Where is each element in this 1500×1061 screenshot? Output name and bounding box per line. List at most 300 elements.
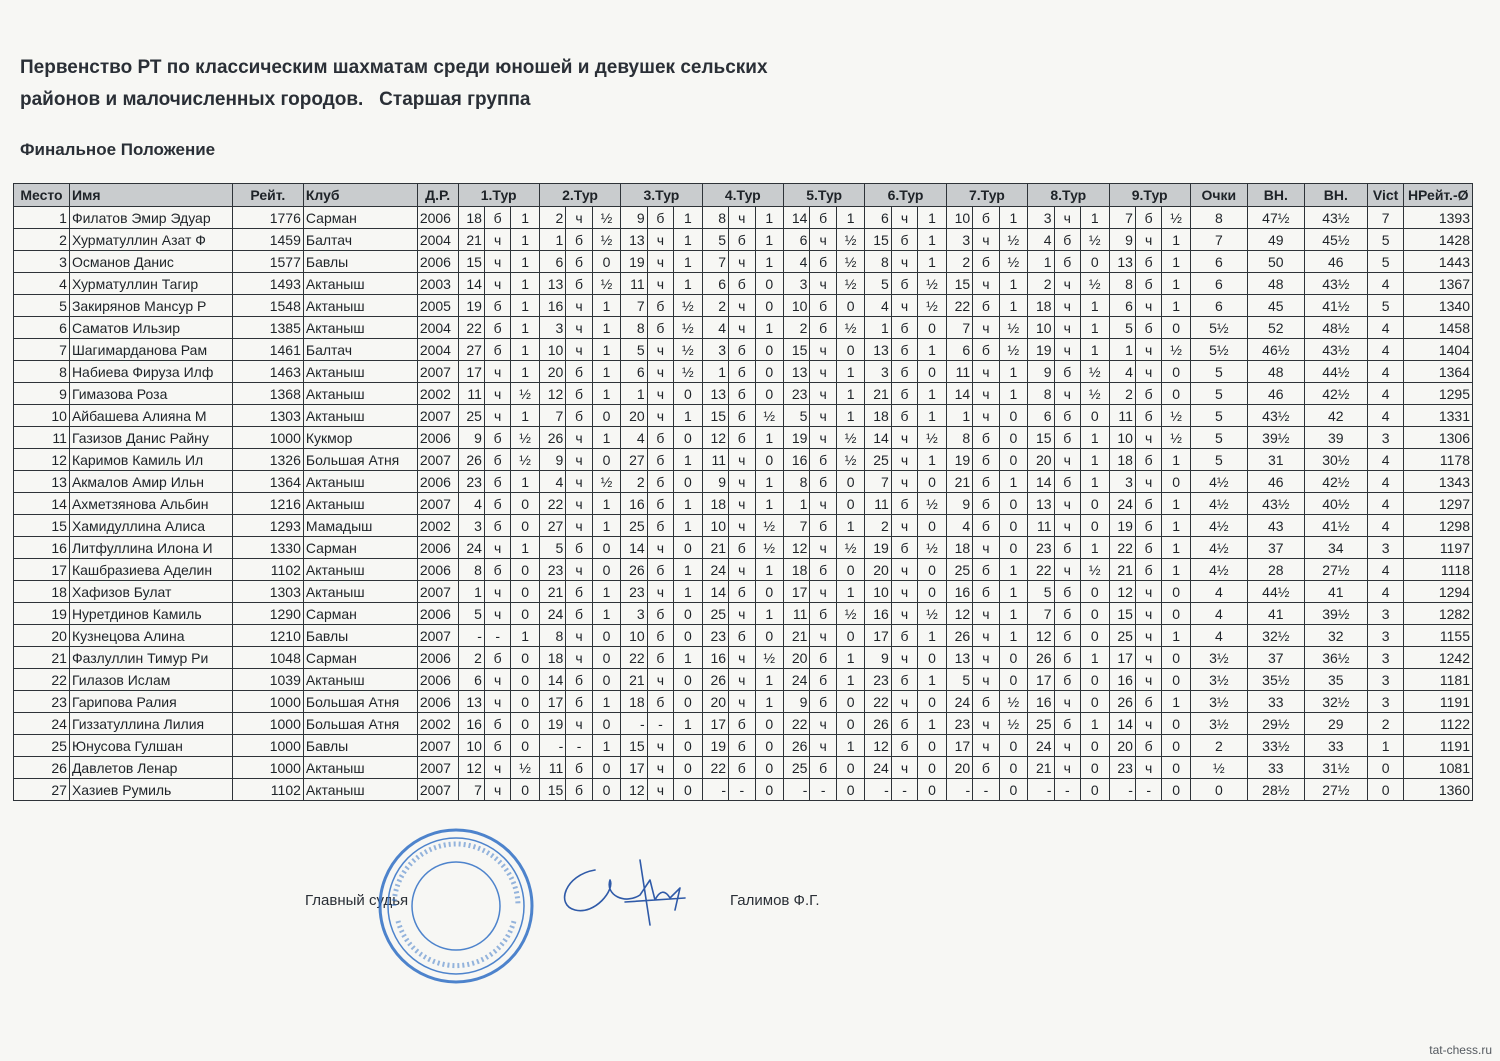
round-result-cell: 0: [1162, 361, 1191, 383]
round-opponent-cell: 21: [539, 581, 565, 603]
round-opponent-cell: 9: [539, 449, 565, 471]
place-cell: 12: [14, 449, 70, 471]
round-opponent-cell: 10: [865, 581, 891, 603]
rating-cell: 1000: [232, 427, 303, 449]
round-color-cell: ч: [891, 449, 917, 471]
club-cell: Актаныш: [303, 669, 417, 691]
round-result-cell: ½: [1081, 361, 1110, 383]
round-result-cell: 1: [511, 317, 540, 339]
birth-year-cell: 2007: [417, 361, 458, 383]
round-opponent-cell: 12: [539, 383, 565, 405]
name-cell: Ахметзянова Альбин: [69, 493, 232, 515]
round-opponent-cell: 25: [784, 757, 810, 779]
round-color-cell: ч: [484, 691, 510, 713]
round-color-cell: ч: [729, 559, 755, 581]
tiebreak2-cell: 33: [1304, 735, 1367, 757]
tiebreak1-cell: 29½: [1247, 713, 1304, 735]
round-result-cell: 0: [755, 735, 784, 757]
round-opponent-cell: 17: [946, 735, 972, 757]
round-color-cell: б: [810, 471, 836, 493]
round-result-cell: 1: [1162, 295, 1191, 317]
name-cell: Шагимарданова Рам: [69, 339, 232, 361]
rating-cell: 1000: [232, 757, 303, 779]
round-opponent-cell: 12: [1109, 581, 1135, 603]
round-result-cell: 0: [511, 713, 540, 735]
round-result-cell: 1: [1081, 317, 1110, 339]
round-opponent-cell: 1: [946, 405, 972, 427]
round-opponent-cell: 18: [1028, 295, 1054, 317]
round-color-cell: б: [810, 669, 836, 691]
points-cell: 6: [1190, 273, 1247, 295]
round-result-cell: 0: [918, 515, 947, 537]
round-opponent-cell: 10: [539, 339, 565, 361]
round-color-cell: б: [566, 537, 592, 559]
document-title: [20, 52, 920, 116]
round-color-cell: ч: [810, 493, 836, 515]
round-color-cell: б: [647, 207, 673, 229]
round-opponent-cell: 18: [621, 691, 647, 713]
table-row: [14, 295, 1473, 317]
rating-cell: 1385: [232, 317, 303, 339]
round-result-cell: ½: [511, 757, 540, 779]
round-result-cell: 0: [1081, 669, 1110, 691]
round-result-cell: 1: [755, 207, 784, 229]
performance-rating-cell: 1340: [1404, 295, 1473, 317]
round-opponent-cell: 3: [865, 361, 891, 383]
round-opponent-cell: 22: [1028, 559, 1054, 581]
tiebreak2-cell: 41: [1304, 581, 1367, 603]
round-result-cell: 0: [1081, 581, 1110, 603]
round-opponent-cell: 27: [539, 515, 565, 537]
round-result-cell: 1: [592, 383, 621, 405]
round-opponent-cell: -: [1028, 779, 1054, 801]
performance-rating-cell: 1155: [1404, 625, 1473, 647]
round-opponent-cell: 5: [702, 229, 728, 251]
round-color-cell: ч: [729, 669, 755, 691]
round-result-cell: 1: [511, 229, 540, 251]
round-result-cell: 1: [674, 647, 703, 669]
name-cell: Кашбразиева Аделин: [69, 559, 232, 581]
performance-rating-cell: 1122: [1404, 713, 1473, 735]
round-color-cell: б: [566, 229, 592, 251]
round-opponent-cell: 25: [458, 405, 484, 427]
points-cell: 5: [1190, 405, 1247, 427]
round-result-cell: 1: [836, 669, 865, 691]
club-cell: Сарман: [303, 603, 417, 625]
name-cell: Нуретдинов Камиль: [69, 603, 232, 625]
round-result-cell: 1: [1081, 537, 1110, 559]
round-opponent-cell: 7: [539, 405, 565, 427]
round-result-cell: 0: [1162, 471, 1191, 493]
round-opponent-cell: 6: [702, 273, 728, 295]
round-opponent-cell: 22: [621, 647, 647, 669]
tiebreak2-cell: 34: [1304, 537, 1367, 559]
round-result-cell: 1: [511, 625, 540, 647]
round-color-cell: ч: [973, 713, 999, 735]
performance-rating-cell: 1297: [1404, 493, 1473, 515]
name-cell: Газизов Данис Райну: [69, 427, 232, 449]
round-opponent-cell: 9: [702, 471, 728, 493]
performance-rating-cell: 1443: [1404, 251, 1473, 273]
round-result-cell: 0: [999, 735, 1028, 757]
table-row: [14, 207, 1473, 229]
round-result-cell: 1: [999, 581, 1028, 603]
round-result-cell: 1: [592, 361, 621, 383]
round-opponent-cell: 23: [621, 581, 647, 603]
round-result-cell: 0: [836, 339, 865, 361]
round-color-cell: б: [566, 581, 592, 603]
round-opponent-cell: 21: [621, 669, 647, 691]
club-cell: Сарман: [303, 207, 417, 229]
tiebreak2-cell: 32½: [1304, 691, 1367, 713]
rating-cell: 1290: [232, 603, 303, 625]
round-opponent-cell: 11: [784, 603, 810, 625]
tiebreak1-cell: 50: [1247, 251, 1304, 273]
round-result-cell: 0: [755, 383, 784, 405]
round-color-cell: ч: [566, 625, 592, 647]
round-color-cell: б: [891, 669, 917, 691]
round-result-cell: 0: [755, 449, 784, 471]
points-cell: 4½: [1190, 471, 1247, 493]
round-result-cell: 0: [918, 559, 947, 581]
round-opponent-cell: 25: [1109, 625, 1135, 647]
round-result-cell: 1: [1162, 493, 1191, 515]
round-color-cell: ч: [810, 713, 836, 735]
table-row: [14, 537, 1473, 559]
round-color-cell: ч: [647, 669, 673, 691]
round-opponent-cell: 19: [702, 735, 728, 757]
round-result-cell: 1: [999, 625, 1028, 647]
round-result-cell: 1: [836, 383, 865, 405]
round-result-cell: 1: [918, 713, 947, 735]
round-opponent-cell: 5: [621, 339, 647, 361]
wins-cell: 3: [1367, 625, 1404, 647]
round-opponent-cell: 25: [621, 515, 647, 537]
round-color-cell: б: [1054, 537, 1080, 559]
round-result-cell: 0: [1081, 405, 1110, 427]
points-cell: 4: [1190, 625, 1247, 647]
round-opponent-cell: 14: [1109, 713, 1135, 735]
name-cell: Гиззатуллина Лилия: [69, 713, 232, 735]
round-result-cell: 0: [511, 779, 540, 801]
round-result-cell: 1: [999, 207, 1028, 229]
place-cell: 16: [14, 537, 70, 559]
name-cell: Гарипова Ралия: [69, 691, 232, 713]
round-color-cell: б: [973, 295, 999, 317]
table-row: [14, 625, 1473, 647]
place-cell: 5: [14, 295, 70, 317]
round-color-cell: ч: [566, 493, 592, 515]
table-row: [14, 757, 1473, 779]
round-color-cell: б: [973, 515, 999, 537]
wins-cell: 4: [1367, 449, 1404, 471]
round-result-cell: 0: [592, 779, 621, 801]
round-opponent-cell: 1: [458, 581, 484, 603]
round-color-cell: б: [484, 647, 510, 669]
round-result-cell: 1: [999, 471, 1028, 493]
tiebreak1-cell: 35½: [1247, 669, 1304, 691]
place-cell: 26: [14, 757, 70, 779]
birth-year-cell: 2002: [417, 383, 458, 405]
wins-cell: 4: [1367, 559, 1404, 581]
round-opponent-cell: 22: [1109, 537, 1135, 559]
wins-cell: 5: [1367, 229, 1404, 251]
round-opponent-cell: 8: [702, 207, 728, 229]
table-row: [14, 713, 1473, 735]
round-color-cell: ч: [1054, 339, 1080, 361]
round-result-cell: ½: [755, 647, 784, 669]
header-cell: Очки: [1190, 184, 1247, 207]
round-opponent-cell: 6: [865, 207, 891, 229]
round-opponent-cell: 7: [458, 779, 484, 801]
round-result-cell: ½: [999, 713, 1028, 735]
round-opponent-cell: 7: [1028, 603, 1054, 625]
round-result-cell: 0: [999, 493, 1028, 515]
round-opponent-cell: -: [865, 779, 891, 801]
round-result-cell: 0: [592, 251, 621, 273]
tiebreak2-cell: 48½: [1304, 317, 1367, 339]
round-result-cell: 1: [1162, 449, 1191, 471]
round-result-cell: 1: [674, 515, 703, 537]
round-result-cell: 0: [836, 559, 865, 581]
round-color-cell: ч: [647, 229, 673, 251]
round-opponent-cell: 2: [946, 251, 972, 273]
round-result-cell: 0: [1081, 779, 1110, 801]
round-result-cell: 0: [1162, 603, 1191, 625]
round-opponent-cell: 4: [946, 515, 972, 537]
round-opponent-cell: 6: [621, 361, 647, 383]
round-color-cell: б: [1054, 471, 1080, 493]
wins-cell: 4: [1367, 383, 1404, 405]
round-result-cell: 1: [755, 691, 784, 713]
round-color-cell: б: [891, 229, 917, 251]
round-color-cell: б: [1054, 669, 1080, 691]
header-cell: 3.Тур: [621, 184, 702, 207]
round-color-cell: б: [891, 537, 917, 559]
round-result-cell: 0: [1081, 735, 1110, 757]
round-result-cell: 0: [1162, 383, 1191, 405]
round-color-cell: ч: [1054, 559, 1080, 581]
round-result-cell: 0: [1081, 625, 1110, 647]
round-opponent-cell: 8: [784, 471, 810, 493]
round-result-cell: 1: [918, 625, 947, 647]
place-cell: 18: [14, 581, 70, 603]
round-result-cell: 1: [1162, 273, 1191, 295]
round-opponent-cell: 5: [784, 405, 810, 427]
tiebreak1-cell: 43: [1247, 515, 1304, 537]
wins-cell: 3: [1367, 691, 1404, 713]
round-result-cell: ½: [918, 273, 947, 295]
round-color-cell: б: [1135, 559, 1161, 581]
round-result-cell: 1: [1162, 515, 1191, 537]
round-color-cell: б: [1054, 427, 1080, 449]
round-color-cell: ч: [484, 581, 510, 603]
place-cell: 8: [14, 361, 70, 383]
round-color-cell: ч: [729, 691, 755, 713]
round-result-cell: ½: [592, 207, 621, 229]
round-result-cell: 0: [1162, 757, 1191, 779]
round-result-cell: 1: [1081, 295, 1110, 317]
round-opponent-cell: 11: [539, 757, 565, 779]
round-opponent-cell: 1: [539, 229, 565, 251]
round-result-cell: ½: [1081, 273, 1110, 295]
round-result-cell: 1: [592, 427, 621, 449]
round-color-cell: ч: [729, 603, 755, 625]
round-color-cell: ч: [566, 515, 592, 537]
points-cell: 4: [1190, 581, 1247, 603]
round-opponent-cell: 11: [621, 273, 647, 295]
points-cell: 5½: [1190, 339, 1247, 361]
tiebreak1-cell: 48: [1247, 361, 1304, 383]
round-result-cell: 0: [511, 581, 540, 603]
standings-body: [14, 207, 1473, 801]
place-cell: 11: [14, 427, 70, 449]
round-opponent-cell: 1: [1028, 251, 1054, 273]
round-color-cell: б: [810, 757, 836, 779]
round-opponent-cell: 9: [1028, 361, 1054, 383]
round-color-cell: ч: [566, 647, 592, 669]
round-color-cell: ч: [484, 361, 510, 383]
round-opponent-cell: 23: [784, 383, 810, 405]
round-result-cell: 0: [592, 713, 621, 735]
round-opponent-cell: 22: [702, 757, 728, 779]
round-result-cell: 0: [1162, 317, 1191, 339]
round-result-cell: 0: [1081, 515, 1110, 537]
tiebreak1-cell: 48: [1247, 273, 1304, 295]
round-opponent-cell: 10: [458, 735, 484, 757]
round-color-cell: б: [973, 207, 999, 229]
round-opponent-cell: 11: [946, 361, 972, 383]
round-opponent-cell: 7: [784, 515, 810, 537]
round-opponent-cell: 26: [458, 449, 484, 471]
round-opponent-cell: 15: [702, 405, 728, 427]
place-cell: 21: [14, 647, 70, 669]
round-color-cell: б: [729, 537, 755, 559]
wins-cell: 4: [1367, 581, 1404, 603]
birth-year-cell: 2006: [417, 427, 458, 449]
round-opponent-cell: 2: [458, 647, 484, 669]
points-cell: 6: [1190, 251, 1247, 273]
round-color-cell: б: [729, 625, 755, 647]
round-opponent-cell: 16: [1028, 691, 1054, 713]
round-result-cell: ½: [755, 515, 784, 537]
birth-year-cell: 2007: [417, 735, 458, 757]
club-cell: Актаныш: [303, 361, 417, 383]
round-opponent-cell: 23: [702, 625, 728, 647]
round-opponent-cell: 24: [1028, 735, 1054, 757]
round-result-cell: 1: [1081, 427, 1110, 449]
round-opponent-cell: 21: [946, 471, 972, 493]
round-result-cell: 0: [999, 537, 1028, 559]
round-opponent-cell: 4: [539, 471, 565, 493]
round-opponent-cell: 21: [784, 625, 810, 647]
table-row: [14, 735, 1473, 757]
round-color-cell: ч: [1054, 735, 1080, 757]
round-result-cell: ½: [836, 603, 865, 625]
table-row: [14, 273, 1473, 295]
round-result-cell: 0: [674, 669, 703, 691]
round-opponent-cell: 19: [621, 251, 647, 273]
round-opponent-cell: 23: [539, 559, 565, 581]
round-result-cell: 0: [1162, 779, 1191, 801]
round-result-cell: 1: [1162, 625, 1191, 647]
round-result-cell: 0: [674, 471, 703, 493]
round-color-cell: б: [484, 713, 510, 735]
round-color-cell: -: [566, 735, 592, 757]
round-result-cell: 0: [836, 713, 865, 735]
round-opponent-cell: 20: [539, 361, 565, 383]
round-result-cell: 1: [674, 713, 703, 735]
round-color-cell: б: [891, 273, 917, 295]
round-color-cell: б: [484, 427, 510, 449]
performance-rating-cell: 1364: [1404, 361, 1473, 383]
round-color-cell: б: [484, 339, 510, 361]
round-color-cell: ч: [566, 471, 592, 493]
name-cell: Давлетов Ленар: [69, 757, 232, 779]
round-color-cell: б: [973, 691, 999, 713]
tiebreak2-cell: 32: [1304, 625, 1367, 647]
round-result-cell: 0: [1081, 691, 1110, 713]
round-result-cell: 0: [836, 493, 865, 515]
birth-year-cell: 2006: [417, 251, 458, 273]
round-opponent-cell: 2: [865, 515, 891, 537]
table-row: [14, 229, 1473, 251]
round-color-cell: ч: [729, 647, 755, 669]
round-color-cell: б: [1054, 603, 1080, 625]
tiebreak1-cell: 37: [1247, 647, 1304, 669]
tiebreak2-cell: 42½: [1304, 383, 1367, 405]
performance-rating-cell: 1294: [1404, 581, 1473, 603]
round-color-cell: ч: [973, 669, 999, 691]
round-color-cell: б: [647, 625, 673, 647]
round-color-cell: ч: [1135, 625, 1161, 647]
tiebreak1-cell: 43½: [1247, 405, 1304, 427]
standings-header: [14, 184, 1473, 207]
club-cell: Актаныш: [303, 295, 417, 317]
chief-judge-name: Галимов Ф.Г.: [730, 892, 820, 909]
tiebreak2-cell: 44½: [1304, 361, 1367, 383]
points-cell: 6: [1190, 295, 1247, 317]
birth-year-cell: 2007: [417, 493, 458, 515]
tiebreak2-cell: 31½: [1304, 757, 1367, 779]
round-result-cell: 0: [511, 691, 540, 713]
round-opponent-cell: 10: [1028, 317, 1054, 339]
round-opponent-cell: -: [1109, 779, 1135, 801]
round-result-cell: 1: [674, 405, 703, 427]
tiebreak2-cell: 42½: [1304, 471, 1367, 493]
round-result-cell: 0: [918, 317, 947, 339]
header-cell: НРейт.-Ø: [1404, 184, 1473, 207]
round-opponent-cell: 10: [621, 625, 647, 647]
round-color-cell: б: [810, 207, 836, 229]
name-cell: Гилазов Ислам: [69, 669, 232, 691]
round-result-cell: ½: [918, 537, 947, 559]
round-color-cell: ч: [973, 625, 999, 647]
place-cell: 23: [14, 691, 70, 713]
round-opponent-cell: 26: [1028, 647, 1054, 669]
round-opponent-cell: 18: [539, 647, 565, 669]
round-color-cell: б: [891, 317, 917, 339]
round-opponent-cell: 16: [784, 449, 810, 471]
round-opponent-cell: 8: [946, 427, 972, 449]
wins-cell: 4: [1367, 317, 1404, 339]
rating-cell: 1216: [232, 493, 303, 515]
title-line-2: районов и малочисленных городов. Старшая группа: [20, 89, 531, 110]
tiebreak1-cell: 45: [1247, 295, 1304, 317]
round-color-cell: б: [1054, 647, 1080, 669]
table-row: [14, 361, 1473, 383]
performance-rating-cell: 1197: [1404, 537, 1473, 559]
